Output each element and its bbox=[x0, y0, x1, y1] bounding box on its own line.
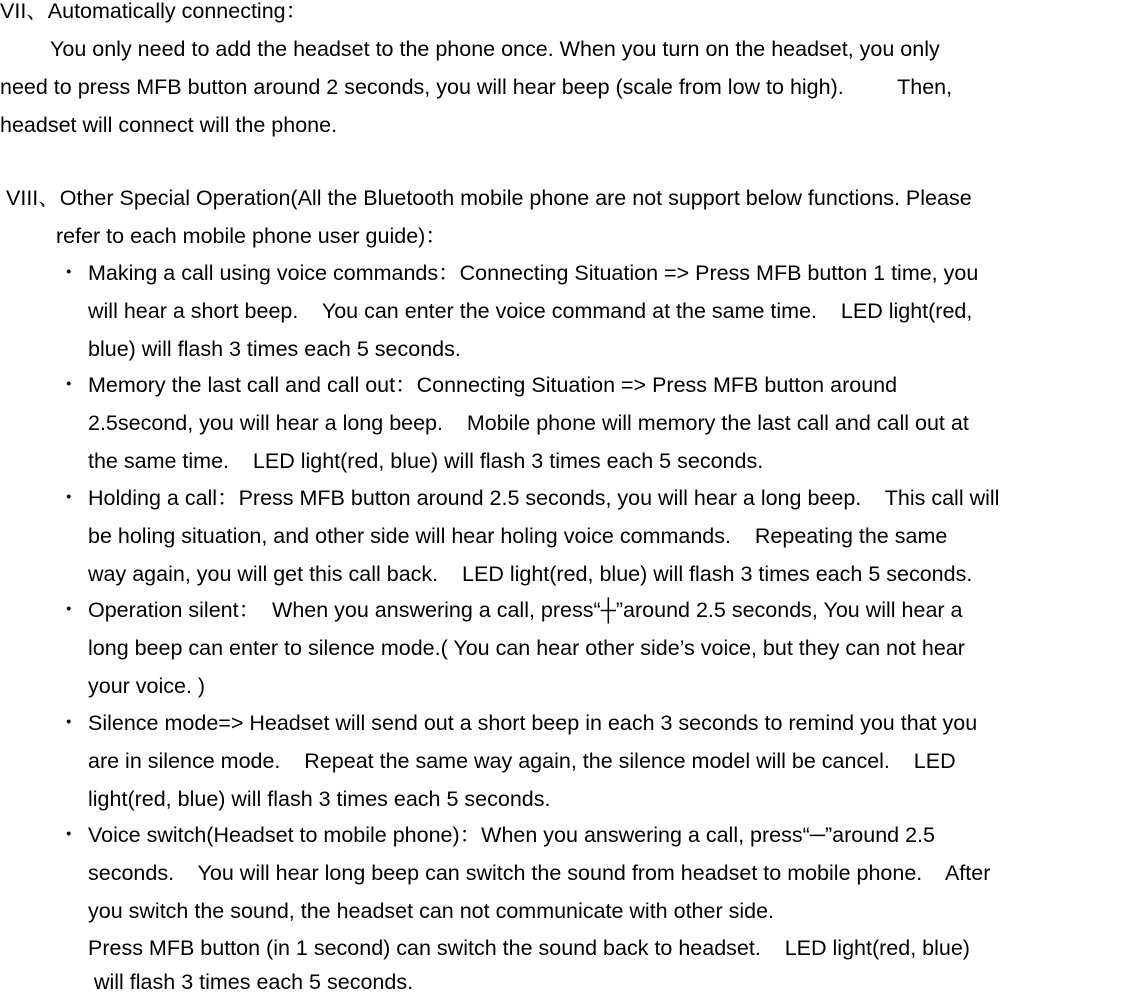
list-item-line: you switch the sound, the headset can not communicate with other side. bbox=[88, 899, 775, 923]
section-7-line-2: need to press MFB button around 2 seconds, you will hear beep (scale from low to high). Then, bbox=[0, 75, 953, 99]
list-item-line: be holing situation, and other side will hear holing voice commands. Repeating the same bbox=[88, 524, 948, 548]
list-item-line: 2.5second, you will hear a long beep. Mobile phone will memory the last call and call out at bbox=[88, 411, 969, 435]
list-item-line: Voice switch(Headset to mobile phone)：When you answering a call, press“─”around 2.5 bbox=[88, 823, 935, 847]
section-7-line-1: You only need to add the headset to the phone once. When you turn on the headset, you only bbox=[50, 37, 940, 61]
bullet-icon: ・ bbox=[58, 823, 80, 847]
list-item-line: will flash 3 times each 5 seconds. bbox=[88, 970, 414, 994]
bullet-icon: ・ bbox=[58, 373, 80, 397]
list-item-line: your voice. ) bbox=[88, 674, 206, 698]
section-8-heading-line-1: VIII、Other Special Operation(All the Bluetooth mobile phone are not support below functions. Please bbox=[6, 186, 972, 210]
section-7-heading: VII、Automatically connecting： bbox=[0, 0, 308, 23]
list-item-line: Making a call using voice commands：Connecting Situation => Press MFB button 1 time, you bbox=[88, 261, 979, 285]
list-item-line: light(red, blue) will flash 3 times each 5 seconds. bbox=[88, 787, 551, 811]
section-7-line-3: headset will connect will the phone. bbox=[0, 113, 338, 137]
section-8-heading-line-2: refer to each mobile phone user guide)： bbox=[56, 224, 447, 248]
list-item-line: Silence mode=> Headset will send out a short beep in each 3 seconds to remind you that you bbox=[88, 711, 978, 735]
list-item-line: Memory the last call and call out：Connecting Situation => Press MFB button around bbox=[88, 373, 898, 397]
bullet-icon: ・ bbox=[58, 261, 80, 285]
list-item-line: seconds. You will hear long beep can switch the sound from headset to mobile phone. After bbox=[88, 861, 991, 885]
bullet-icon: ・ bbox=[58, 486, 80, 510]
list-item-line: Holding a call：Press MFB button around 2.5 seconds, you will hear a long beep. This call will bbox=[88, 486, 1000, 510]
bullet-icon: ・ bbox=[58, 711, 80, 735]
list-item-line: the same time. LED light(red, blue) will flash 3 times each 5 seconds. bbox=[88, 449, 764, 473]
list-item-line: long beep can enter to silence mode.( You can hear other side’s voice, but they can not hear bbox=[88, 636, 965, 660]
list-item-line: way again, you will get this call back. LED light(red, blue) will flash 3 times each 5 seconds. bbox=[88, 562, 973, 586]
list-item-line: will hear a short beep. You can enter the voice command at the same time. LED light(red, bbox=[88, 299, 973, 323]
list-item-line: blue) will flash 3 times each 5 seconds. bbox=[88, 337, 461, 361]
list-item-line: Press MFB button (in 1 second) can switch the sound back to headset. LED light(red, blue) bbox=[88, 936, 970, 960]
bullet-icon: ・ bbox=[58, 598, 80, 622]
list-item-line: are in silence mode. Repeat the same way again, the silence model will be cancel. LED bbox=[88, 749, 956, 773]
list-item-line: Operation silent： When you answering a call, press“┼”around 2.5 seconds, You will hear a bbox=[88, 598, 963, 622]
